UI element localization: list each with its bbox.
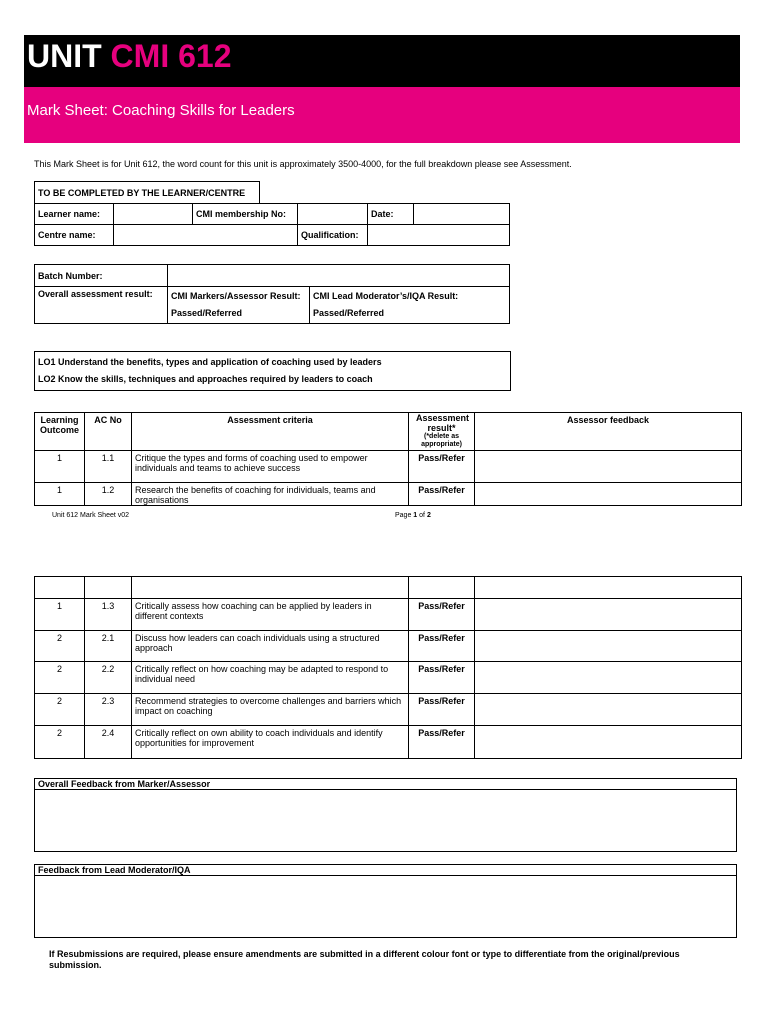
- learner-box-title: TO BE COMPLETED BY THE LEARNER/CENTRE: [35, 182, 260, 204]
- row-criteria: Critically reflect on own ability to coach individuals and identify opportunities for improvement: [132, 726, 409, 759]
- row-ac: 2.4: [85, 726, 132, 759]
- page-subtitle: Mark Sheet: Coaching Skills for Leaders: [27, 102, 295, 119]
- row-ac: 1.1: [85, 451, 132, 483]
- marker-result-value: Passed/Referred: [171, 308, 243, 318]
- row-ac: 1.2: [85, 483, 132, 506]
- row-result[interactable]: Pass/Refer: [409, 451, 475, 483]
- row-criteria: Critically assess how coaching can be applied by leaders in different contexts: [132, 599, 409, 631]
- row-criteria: Critically reflect on how coaching may be adapted to respond to individual need: [132, 662, 409, 694]
- learner-title-box: [34, 181, 260, 204]
- centre-name-label: Centre name:: [35, 225, 114, 246]
- row-criteria: Recommend strategies to overcome challenges and barriers which impact on coaching: [132, 694, 409, 726]
- criteria-table-page2: [34, 576, 742, 759]
- row-result[interactable]: Pass/Refer: [409, 599, 475, 631]
- learner-name-field[interactable]: [114, 204, 193, 225]
- lo2-text: LO2 Know the skills, techniques and approaches required by leaders to coach: [38, 374, 373, 384]
- learning-outcomes-box: [34, 351, 511, 391]
- row-result[interactable]: Pass/Refer: [409, 726, 475, 759]
- row-feedback-field[interactable]: [475, 451, 742, 483]
- resubmission-note: If Resubmissions are required, please ensure amendments are submitted in a different colour font or type to differentiate from the original/previous submission.: [49, 949, 680, 970]
- moderator-feedback-field[interactable]: [35, 876, 737, 938]
- row-result[interactable]: Pass/Refer: [409, 631, 475, 662]
- footer-page-number: [395, 512, 431, 519]
- footer-page-total: 2: [426, 512, 431, 519]
- unit-code: CMI 612: [110, 38, 232, 74]
- date-field[interactable]: [414, 204, 510, 225]
- row-ac: 1.3: [85, 599, 132, 631]
- overall-feedback-field[interactable]: [35, 790, 737, 852]
- row-criteria: Discuss how leaders can coach individuals using a structured approach: [132, 631, 409, 662]
- unit-word: UNIT: [27, 38, 102, 74]
- table-row: [35, 451, 742, 483]
- footer-of-word: of: [417, 512, 427, 519]
- centre-name-field[interactable]: [114, 225, 298, 246]
- row-feedback-field[interactable]: [475, 694, 742, 726]
- criteria-table-page1: [34, 412, 742, 506]
- blank-header-cell: [85, 577, 132, 599]
- row-criteria: Research the benefits of coaching for individuals, teams and organisations: [132, 483, 409, 506]
- col-header-result-note: (*delete as appropriate): [421, 433, 462, 448]
- marker-result-label: CMI Markers/Assessor Result:: [171, 291, 301, 301]
- footer-page-word: Page: [395, 512, 414, 519]
- row-lo: 2: [35, 631, 85, 662]
- intro-text: This Mark Sheet is for Unit 612, the word count for this unit is approximately 3500-4000, for the full breakdown please see Assessment.: [34, 159, 572, 169]
- lo1-text: LO1 Understand the benefits, types and application of coaching used by leaders: [38, 357, 382, 367]
- row-feedback-field[interactable]: [475, 726, 742, 759]
- row-lo: 1: [35, 451, 85, 483]
- row-ac: 2.3: [85, 694, 132, 726]
- unit-title: [27, 38, 231, 75]
- col-header-lo: Learning Outcome: [35, 413, 85, 451]
- col-header-result: Assessment result*: [416, 413, 470, 433]
- row-lo: 2: [35, 726, 85, 759]
- cmi-membership-label: CMI membership No:: [193, 204, 298, 225]
- table-row: [35, 726, 742, 759]
- blank-header-cell: [475, 577, 742, 599]
- date-label: Date:: [368, 204, 414, 225]
- blank-header-cell: [35, 577, 85, 599]
- row-result[interactable]: Pass/Refer: [409, 483, 475, 506]
- row-result[interactable]: Pass/Refer: [409, 694, 475, 726]
- moderator-result-value: Passed/Referred: [313, 308, 385, 318]
- batch-number-label: Batch Number:: [35, 265, 168, 287]
- moderator-feedback-title: Feedback from Lead Moderator/IQA: [35, 865, 737, 876]
- moderator-result-cell[interactable]: [310, 287, 510, 324]
- row-lo: 2: [35, 694, 85, 726]
- cmi-membership-field[interactable]: [298, 204, 368, 225]
- col-header-feedback: Assessor feedback: [475, 413, 742, 451]
- qualification-field[interactable]: [368, 225, 510, 246]
- table-row: [35, 483, 742, 506]
- row-feedback-field[interactable]: [475, 483, 742, 506]
- qualification-label: Qualification:: [298, 225, 368, 246]
- footer-page-current: 1: [413, 512, 418, 519]
- row-lo: 1: [35, 599, 85, 631]
- row-ac: 2.1: [85, 631, 132, 662]
- learner-details-table: [34, 203, 510, 246]
- table-row: [35, 599, 742, 631]
- row-lo: 2: [35, 662, 85, 694]
- blank-header-cell: [409, 577, 475, 599]
- marker-result-cell[interactable]: [168, 287, 310, 324]
- col-header-criteria: Assessment criteria: [132, 413, 409, 451]
- table-row: [35, 694, 742, 726]
- row-result[interactable]: Pass/Refer: [409, 662, 475, 694]
- row-feedback-field[interactable]: [475, 599, 742, 631]
- row-feedback-field[interactable]: [475, 662, 742, 694]
- row-criteria: Critique the types and forms of coaching used to empower individuals and teams to achieve success: [132, 451, 409, 483]
- overall-feedback-title: Overall Feedback from Marker/Assessor: [35, 779, 737, 790]
- overall-result-label: Overall assessment result:: [35, 287, 168, 324]
- overall-feedback-box: [34, 778, 737, 852]
- moderator-result-label: CMI Lead Moderator’s/IQA Result:: [313, 291, 459, 301]
- row-lo: 1: [35, 483, 85, 506]
- table-row: [35, 662, 742, 694]
- table-row: [35, 631, 742, 662]
- row-feedback-field[interactable]: [475, 631, 742, 662]
- batch-table: [34, 264, 510, 324]
- moderator-feedback-box: [34, 864, 737, 938]
- blank-header-cell: [132, 577, 409, 599]
- learner-name-label: Learner name:: [35, 204, 114, 225]
- col-header-result-cell: [409, 413, 475, 451]
- row-ac: 2.2: [85, 662, 132, 694]
- col-header-ac: AC No: [85, 413, 132, 451]
- footer-doc-name: Unit 612 Mark Sheet v02: [52, 512, 130, 519]
- batch-number-field[interactable]: [168, 265, 510, 287]
